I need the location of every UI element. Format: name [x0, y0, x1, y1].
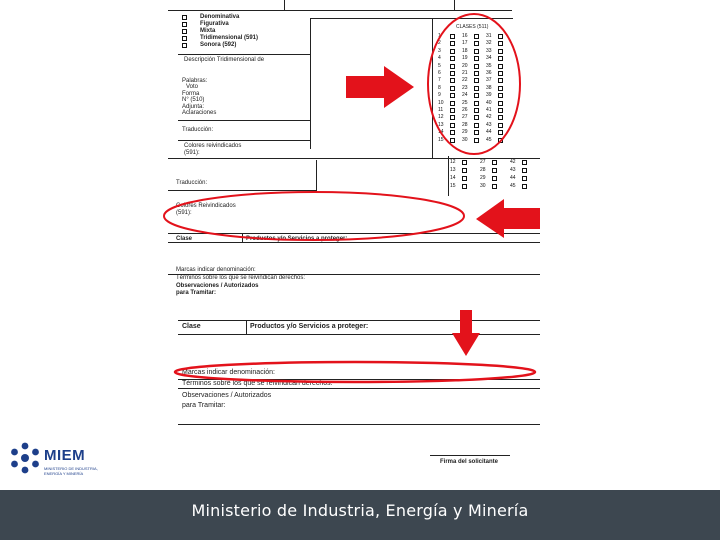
miem-emblem-icon [8, 438, 42, 478]
productos-label: Productos y/o Servicios a proteger: [246, 236, 348, 242]
class-number: 12 [438, 114, 444, 121]
class-number: 30 [480, 183, 486, 189]
class-number: 18 [462, 47, 468, 54]
tramitar-label: para Tramitar: [182, 402, 226, 409]
checklist-item: Tridimensional (591) [200, 35, 259, 41]
tramitar-label: para Tramitar: [176, 290, 217, 296]
class-number: 5 [438, 62, 441, 69]
class-number: 11 [438, 107, 444, 113]
highlight-ellipse-marcas [175, 362, 535, 382]
class-number: 8 [438, 84, 441, 91]
logo-subtitle-1: MINISTERIO DE INDUSTRIA, [44, 466, 98, 471]
clase-label: Clase [182, 323, 201, 330]
class-number: 30 [462, 136, 468, 143]
logo-title: MIEM [44, 447, 86, 464]
class-number: 45 [510, 183, 516, 189]
class-number: 28 [480, 167, 486, 173]
class-number: 22 [462, 77, 468, 84]
class-number: 43 [510, 167, 516, 173]
footer-title: Ministerio de Industria, Energía y Minería [191, 501, 529, 520]
class-number: 16 [462, 33, 468, 39]
field-label: Voto [186, 84, 199, 90]
class-number: 4 [438, 55, 441, 62]
class-number: 36 [486, 70, 492, 76]
class-number: 40 [486, 99, 492, 106]
logo-subtitle-2: ENERGÍA Y MINERÍA [44, 471, 84, 476]
highlight-ellipse-colores [164, 192, 464, 240]
class-number: 37 [486, 77, 492, 84]
class-number: 42 [510, 159, 516, 165]
field-label: N° (510) [182, 97, 205, 103]
arrow-left-icon [476, 199, 540, 238]
field-label: Forma [182, 91, 200, 97]
class-number: 34 [486, 55, 492, 62]
clase-label: Clase [176, 236, 193, 242]
class-number: 3 [438, 47, 441, 54]
observaciones-label: Observaciones / Autorizados [182, 392, 272, 399]
class-number: 43 [486, 121, 492, 128]
class-number: 28 [462, 121, 468, 128]
class-number: 24 [462, 92, 468, 99]
class-number: 27 [480, 159, 486, 165]
class-number: 26 [462, 107, 468, 113]
checklist-item: Mixta [200, 28, 216, 34]
observaciones-label: Observaciones / Autorizados [176, 283, 259, 289]
class-number: 44 [486, 129, 492, 136]
class-number: 12 [450, 159, 456, 165]
field-label: Adjunta: [182, 104, 205, 110]
colores-code: (591): [176, 210, 192, 216]
class-number: 10 [438, 99, 444, 106]
class-number: 2 [438, 40, 441, 47]
traduccion-label: Traducción: [182, 127, 214, 133]
class-number: 15 [450, 183, 456, 189]
class-number: 27 [462, 114, 468, 121]
productos-label: Productos y/o Servicios a proteger: [250, 323, 369, 330]
field-label: Palabras: [182, 78, 208, 84]
marcas-label: Marcas indicar denominación: [182, 369, 275, 376]
terminos-label: Términos sobre los que se reivindican derechos: [182, 380, 333, 387]
footer-bar [0, 490, 720, 540]
class-number: 13 [438, 121, 444, 128]
colores-code: (591): [184, 150, 200, 156]
traduccion-label: Traducción: [176, 180, 208, 186]
class-number: 9 [438, 92, 441, 99]
class-number: 19 [462, 55, 468, 62]
class-number: 6 [438, 70, 441, 76]
class-number: 29 [462, 129, 468, 136]
miem-logo [8, 438, 118, 482]
descripcion-label: Descripción Tridimensional de [184, 57, 265, 63]
class-number: 15 [438, 136, 444, 143]
class-number: 33 [486, 47, 492, 54]
class-number: 29 [480, 175, 486, 181]
class-number: 20 [462, 62, 468, 69]
arrow-right-icon [346, 66, 414, 108]
arrow-down-icon [452, 310, 480, 356]
class-number: 44 [510, 175, 516, 181]
class-number: 13 [450, 167, 456, 173]
checklist-item: Figurativa [200, 21, 229, 27]
class-number: 45 [486, 136, 492, 143]
class-number: 35 [486, 62, 492, 69]
classes-header: CLASES (511) [456, 24, 489, 30]
field-label: Aclaraciones [182, 110, 217, 116]
colores-label: Colores reivindicados [184, 143, 242, 149]
class-number: 32 [486, 40, 492, 47]
class-number: 42 [486, 114, 492, 121]
class-number: 23 [462, 84, 468, 91]
firma-label: Firma del solicitante [440, 459, 499, 465]
checklist-item: Sonora (592) [200, 42, 237, 48]
class-number: 14 [438, 129, 444, 136]
class-number: 21 [462, 70, 468, 76]
class-number: 39 [486, 92, 492, 99]
class-number: 7 [438, 77, 441, 84]
colores-label: Colores Reivindicados [176, 203, 236, 209]
class-number: 25 [462, 99, 468, 106]
class-number: 38 [486, 84, 492, 91]
highlight-ellipse-classes [428, 14, 520, 154]
marcas-label: Marcas indicar denominación: [176, 267, 256, 273]
class-number: 14 [450, 175, 456, 181]
class-number: 41 [486, 107, 492, 113]
class-number: 1 [438, 33, 441, 39]
checklist-item: Denominativa [200, 14, 240, 20]
class-number: 17 [462, 40, 468, 47]
terminos-label: Términos sobre los que se reivindican derechos: [176, 275, 306, 281]
class-number: 31 [486, 33, 492, 39]
